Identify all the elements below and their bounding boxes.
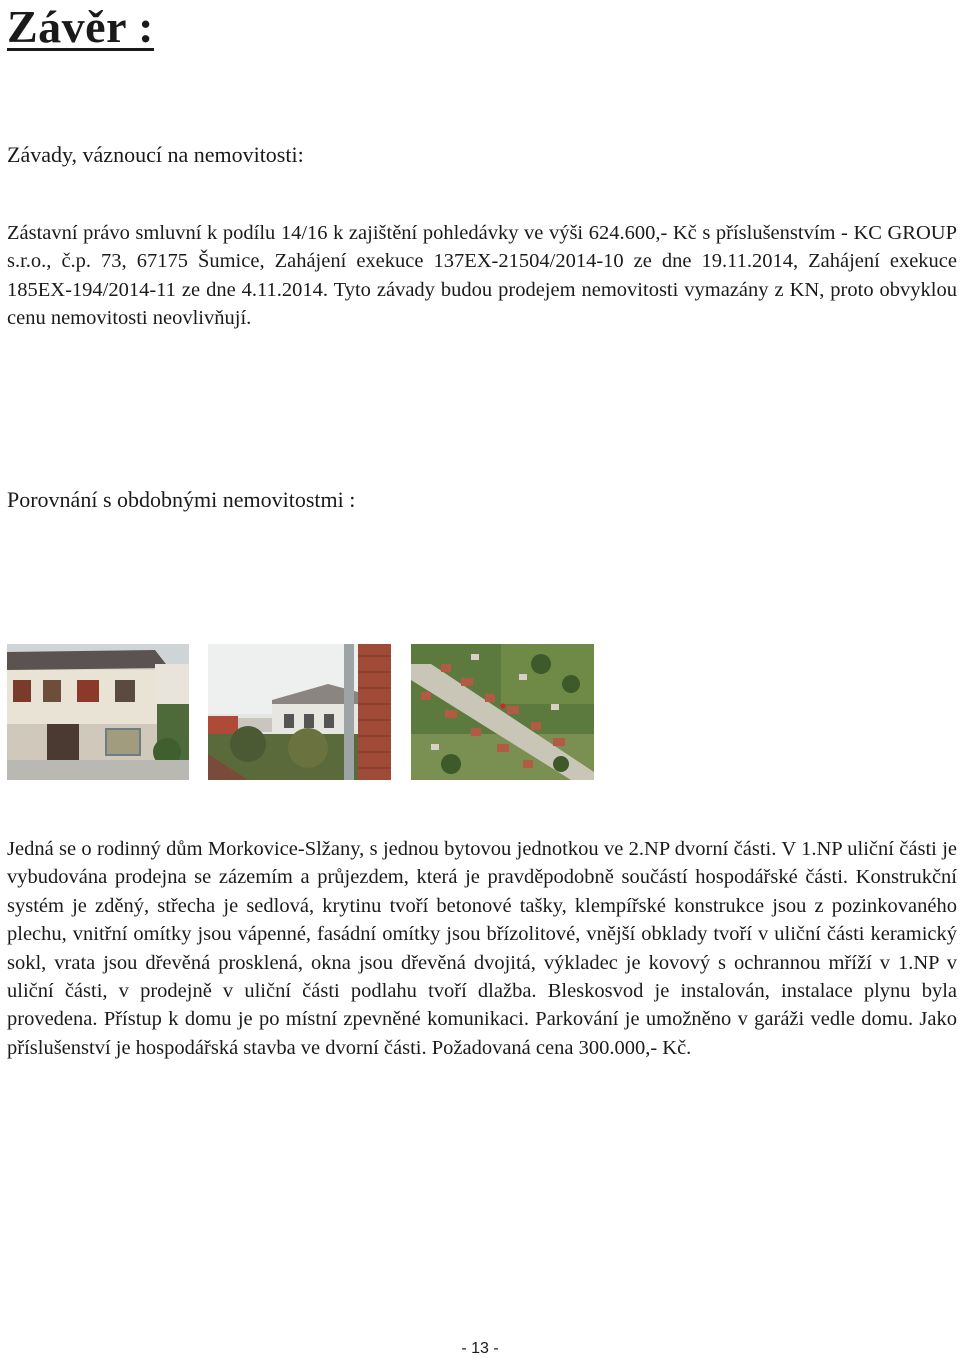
aerial-map-photo bbox=[411, 644, 594, 780]
courtyard-buildings-photo bbox=[208, 644, 391, 780]
page-title: Závěr : bbox=[7, 1, 155, 52]
defects-label: Závady, váznoucí na nemovitosti: bbox=[7, 142, 304, 167]
comparison-label: Porovnání s obdobnými nemovitostmi : bbox=[7, 487, 356, 512]
comparison-paragraph: Jedná se o rodinný dům Morkovice-Slžany, s jednou bytovou jednotkou ve 2.NP dvorní části. V 1.NP uliční části je vybudována prodejna se zázemím a průjezdem, která je pravděpodobně součástí hospodářské části. Konstrukční systém je zděný, střecha je sedlová, krytinu tvoří betonové tašky, klempířské konstrukce jsou z pozinkovaného plechu, vnitřní omítky jsou vápenné, fasádní omítky jsou břízolitové, vnější obklady tvoří v uliční části keramický sokl, vrata jsou dřevěná prosklená, okna jsou dřevěná dvojitá, výkladec je kovový s ochrannou mříží v 1.NP v uliční části, v prodejně v uliční části podlahu tvoří dlažba. Bleskosvod je instalován, instalace plynu byla provedena. Přístup k domu je po místní zpevněné komunikaci. Parkování je umožněno v garáži vedle domu. Jako příslušenství je hospodářská stavba ve dvorní části. Požadovaná cena 300.000,- Kč. bbox=[7, 838, 957, 1059]
page-number: - 13 - bbox=[461, 1340, 499, 1357]
defects-paragraph: Zástavní právo smluvní k podílu 14/16 k zajištění pohledávky ve výši 624.600,- Kč s příslušenstvím - KC GROUP s.r.o., č.p. 73, 67175 Šumice, Zahájení exekuce 137EX-21504/2014-10 ze dne 19.11.2014, Zahájení exekuce 185EX-194/2014-11 ze dne 4.11.2014. Tyto závady budou prodejem nemovitosti vymazány z KN, proto obvyklou cenu nemovitosti neovlivňují. bbox=[7, 222, 957, 330]
street-facade-photo bbox=[7, 644, 189, 780]
